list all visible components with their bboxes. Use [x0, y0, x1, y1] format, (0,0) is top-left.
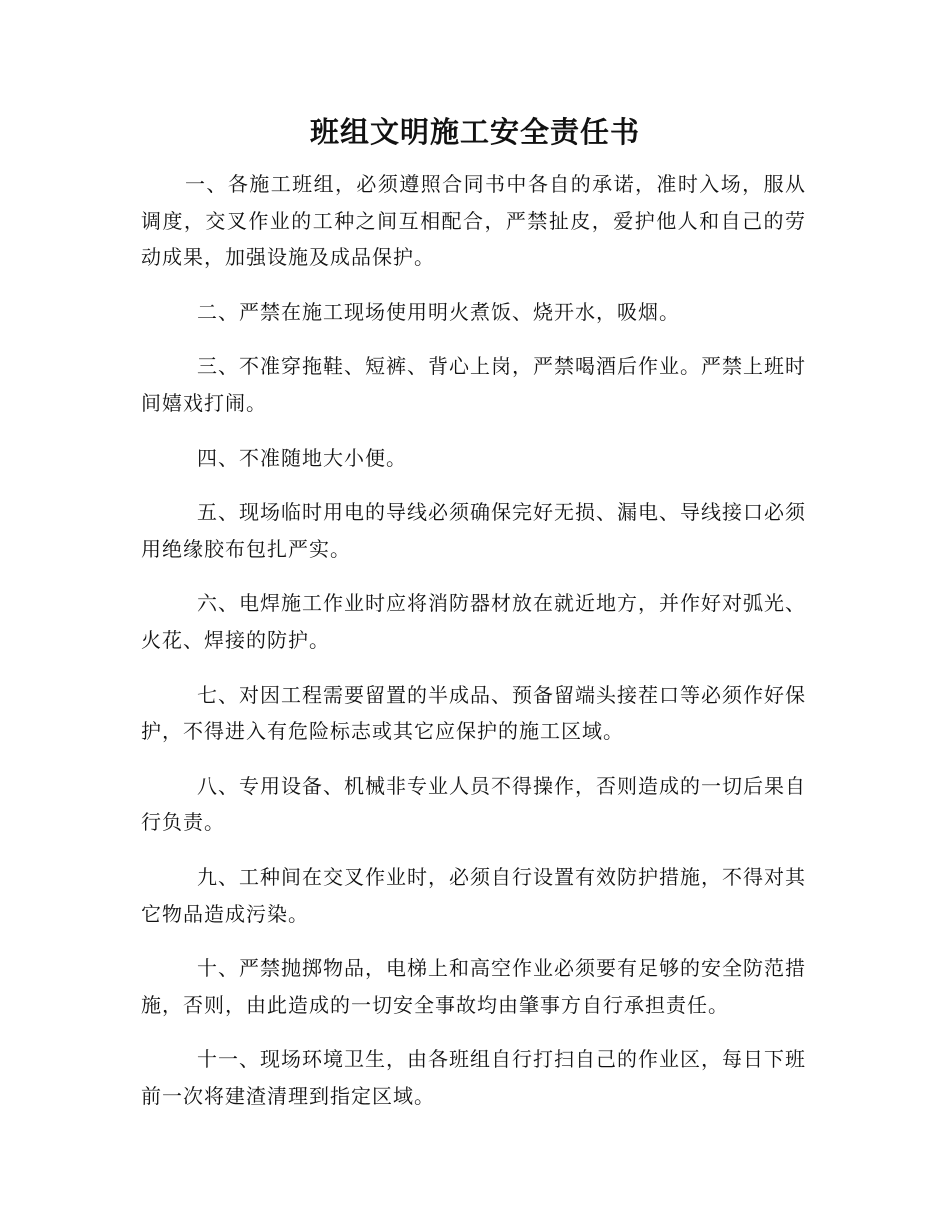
- paragraph-6: 六、电焊施工作业时应将消防器材放在就近地方，并作好对弧光、火花、焊接的防护。: [141, 591, 806, 652]
- document-body: [141, 166, 806, 1132]
- paragraph-4: 四、不准随地大小便。: [197, 445, 407, 470]
- paragraph-2: 二、严禁在施工现场使用明火煮饭、烧开水，吸烟。: [197, 299, 680, 324]
- paragraph-5: 五、现场临时用电的导线必须确保完好无损、漏电、导线接口必须用绝缘胶布包扎严实。: [141, 500, 806, 561]
- paragraph-7: 七、对因工程需要留置的半成品、预备留端头接茬口等必须作好保护，不得进入有危险标志或其它应保护的施工区域。: [141, 682, 806, 744]
- paragraph-9: 九、工种间在交叉作业时，必须自行设置有效防护措施，不得对其它物品造成污染。: [141, 864, 806, 926]
- paragraph-3: 三、不准穿拖鞋、短裤、背心上岗，严禁喝酒后作业。严禁上班时间嬉戏打闹。: [141, 354, 806, 415]
- document-title: 班组文明施工安全责任书: [309, 115, 640, 149]
- paragraph-11: 十一、现场环境卫生，由各班组自行打扫自己的作业区，每日下班前一次将建渣清理到指定区域。: [141, 1047, 806, 1108]
- paragraph-8: 八、专用设备、机械非专业人员不得操作，否则造成的一切后果自行负责。: [141, 773, 806, 835]
- paragraph-1: 一、各施工班组，必须遵照合同书中各自的承诺，准时入场，服从调度，交叉作业的工种之间互相配合，严禁扯皮，爱护他人和自己的劳动成果，加强设施及成品保护。: [141, 172, 806, 270]
- paragraph-10: 十、严禁抛掷物品，电梯上和高空作业必须要有足够的安全防范措施，否则，由此造成的一切安全事故均由肇事方自行承担责任。: [141, 956, 806, 1017]
